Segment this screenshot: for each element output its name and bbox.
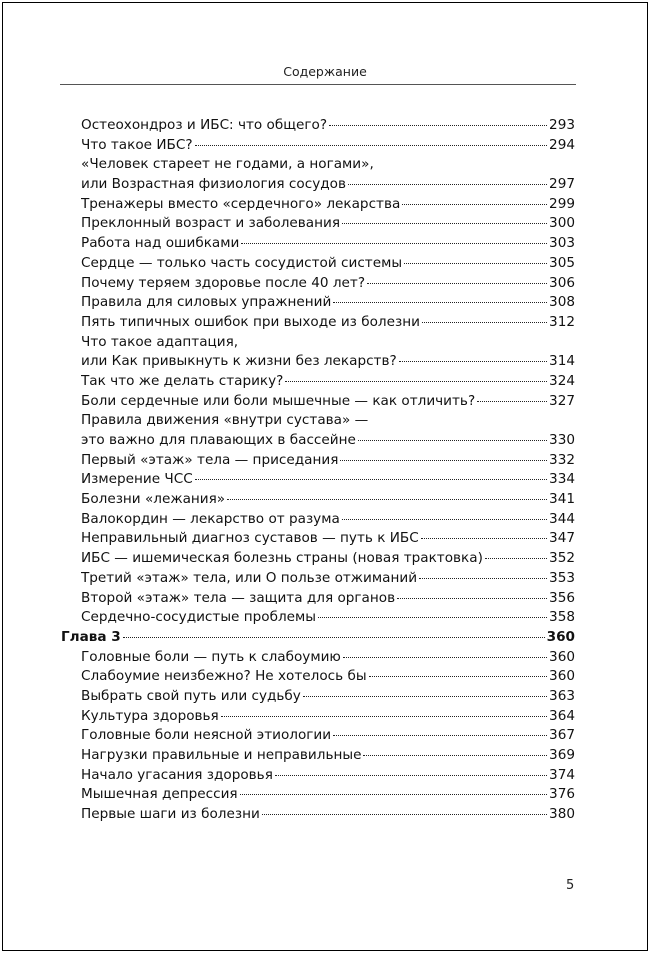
book-page [2,2,648,951]
page-number: 5 [566,878,575,893]
toc-entry-row[interactable] [61,490,575,510]
toc-dot-leader [399,361,547,362]
toc-entry-title: это важно для плавающих в бассейне [81,432,356,448]
toc-dot-leader [227,499,547,500]
toc-entry-title: Что такое ИБС? [81,136,193,153]
toc-entry-title: Первые шаги из болезни [81,806,260,823]
toc-page-number: 327 [549,392,575,409]
toc-entry-title: Сердце — только часть сосудистой системы [81,254,403,271]
toc-page-number: 369 [549,747,575,763]
toc-entry-row[interactable] [61,451,575,471]
toc-entry-row[interactable] [61,569,575,589]
toc-entry-row[interactable] [61,313,575,333]
toc-dot-leader [404,263,547,264]
toc-page-number: 360 [549,668,575,685]
toc-entry-title: Глава 3 [61,628,121,645]
toc-dot-leader [285,381,547,382]
toc-entry-title: Начало угасания здоровья [81,766,273,783]
toc-dot-leader [358,440,547,441]
toc-page-number: 299 [549,195,575,212]
toc-dot-leader [367,283,547,284]
toc-dot-leader [221,716,547,717]
toc-dot-leader [275,775,547,776]
toc-page-number: 308 [549,294,575,311]
toc-entry-row[interactable] [61,116,575,136]
toc-entry-title: Преклонный возраст и заболевания [81,215,341,232]
toc-entry-row[interactable] [61,411,575,431]
toc-dot-leader [195,145,548,146]
toc-entry-title: Измерение ЧСС [81,471,193,488]
toc-dot-leader [348,184,547,185]
toc-page-number: 330 [549,432,575,448]
toc-entry-title: Остеохондроз и ИБС: что общего? [81,117,328,133]
toc-entry-title: Боли сердечные или боли мышечные — как отличить? [81,392,476,409]
toc-entry-title: Правила для силовых упражнений [81,294,332,311]
toc-entry-title: Нагрузки правильные и неправильные [81,747,362,763]
toc-entry-title: Работа над ошибками [81,235,240,252]
toc-entry-title: Головные боли — путь к слабоумию [81,648,341,665]
toc-dot-leader [303,696,547,697]
toc-dot-leader [369,676,547,677]
toc-entry-title: Культура здоровья [81,707,219,724]
toc-entry-row[interactable] [61,608,575,628]
toc-entry-row[interactable] [61,195,575,215]
toc-page-number: 332 [549,451,575,468]
toc-dot-leader [477,401,547,402]
toc-entry-title: Неправильный диагноз суставов — путь к ИБС [81,530,419,547]
toc-entry-row[interactable] [61,372,575,392]
toc-entry-row[interactable] [61,667,575,687]
toc-dot-leader [340,460,547,461]
toc-page-number: 353 [549,569,575,586]
toc-page-number: 358 [549,609,575,626]
toc-entry-title: Правила движения «внутри сустава» — [81,412,369,429]
toc-page-number: 352 [549,550,575,567]
toc-page-number: 356 [549,589,575,606]
toc-page-number: 367 [549,727,575,744]
toc-page-number: 303 [549,235,575,252]
toc-page-number: 293 [549,117,575,133]
toc-dot-leader [329,125,547,126]
toc-entry-title: Головные боли неясной этиологии [81,727,332,744]
toc-entry-row[interactable] [61,155,575,175]
toc-dot-leader [485,558,547,559]
toc-page-number: 344 [549,510,575,527]
toc-dot-leader [195,479,547,480]
toc-entry-row[interactable] [61,707,575,727]
toc-entry-title: Второй «этаж» тела — защита для органов [81,589,396,606]
toc-page-number: 300 [549,215,575,232]
toc-dot-leader [318,617,547,618]
toc-dot-leader [419,578,547,579]
toc-entry-row[interactable] [61,274,575,294]
toc-dot-leader [333,302,547,303]
toc-entry-title: Первый «этаж» тела — приседания [81,451,339,468]
toc-chapter-row[interactable] [61,628,575,648]
toc-entry-title: Валокордин — лекарство от разума [81,510,340,527]
toc-entry-row[interactable] [61,352,575,372]
toc-dot-leader [342,223,547,224]
toc-entry-row[interactable] [61,805,575,825]
toc-entry-row[interactable] [61,293,575,313]
toc-entry-row[interactable] [61,392,575,412]
toc-page-number: 297 [549,176,575,193]
toc-entry-row[interactable] [61,746,575,766]
toc-entry-row[interactable] [61,175,575,195]
toc-page-number: 314 [549,353,575,370]
toc-entry-title: Тренажеры вместо «сердечного» лекарства [81,195,401,212]
toc-entry-title: или Как привыкнуть к жизни без лекарств? [81,353,397,370]
toc-page-number: 376 [549,786,575,803]
toc-dot-leader [333,735,547,736]
toc-entry-title: Так что же делать старику? [81,372,284,389]
toc-entry-title: Сердечно-сосудистые проблемы [81,609,316,626]
toc-entry-row[interactable] [61,470,575,490]
header-rule [60,84,576,85]
toc-page-number: 374 [549,766,575,783]
toc-entry-row[interactable] [61,254,575,274]
toc-dot-leader [240,794,547,795]
toc-entry-row[interactable] [61,333,575,353]
toc-page-number: 341 [549,491,575,508]
toc-page-number: 363 [549,687,575,704]
toc-dot-leader [363,755,547,756]
toc-entry-row[interactable] [61,214,575,234]
toc-entry-row[interactable] [61,431,575,451]
toc-page-number: 347 [549,530,575,547]
toc-entry-row[interactable] [61,234,575,254]
toc-entry-row[interactable] [61,785,575,805]
toc-dot-leader [343,657,547,658]
toc-dot-leader [123,637,545,638]
toc-dot-leader [402,204,547,205]
toc-entry-row[interactable] [61,136,575,156]
toc-dot-leader [342,519,547,520]
toc-entry-title: Выбрать свой путь или судьбу [81,687,301,704]
toc-entry-title: Болезни «лежания» [81,491,226,508]
toc-page-number: 360 [546,628,575,645]
toc-page-number: 380 [549,806,575,823]
toc-entry-row[interactable] [61,726,575,746]
toc-page-number: 294 [549,136,575,153]
toc-entry-title: Что такое адаптация, [81,333,239,350]
toc-page-number: 306 [549,274,575,291]
toc-dot-leader [241,243,547,244]
toc-entry-row[interactable] [61,766,575,786]
toc-entry-title: ИБС — ишемическая болезнь страны (новая трактовка) [81,550,483,567]
toc-entry-row[interactable] [61,687,575,707]
toc-entry-title: Третий «этаж» тела, или О пользе отжиманий [81,569,418,586]
toc-entry-title: Почему теряем здоровье после 40 лет? [81,274,366,291]
running-head-title: Содержание [283,64,367,79]
table-of-contents [61,116,575,825]
toc-page-number: 360 [549,648,575,665]
toc-dot-leader [421,538,547,539]
toc-entry-row[interactable] [61,549,575,569]
toc-entry-row[interactable] [61,648,575,668]
toc-dot-leader [422,322,547,323]
toc-entry-title: Пять типичных ошибок при выходе из болезни [81,313,420,330]
toc-entry-title: или Возрастная физиология сосудов [81,176,346,193]
toc-page-number: 312 [549,313,575,330]
toc-entry-title: Мышечная депрессия [81,786,238,803]
toc-entry-row[interactable] [61,510,575,530]
toc-dot-leader [397,598,547,599]
toc-dot-leader [262,814,547,815]
toc-entry-title: «Человек стареет не годами, а ногами», [81,156,374,173]
toc-page-number: 324 [549,372,575,389]
toc-page-number: 334 [549,471,575,488]
toc-page-number: 364 [549,707,575,724]
toc-page-number: 305 [549,254,575,271]
toc-entry-row[interactable] [61,589,575,609]
toc-entry-title: Слабоумие неизбежно? Не хотелось бы [81,668,367,685]
toc-entry-row[interactable] [61,529,575,549]
